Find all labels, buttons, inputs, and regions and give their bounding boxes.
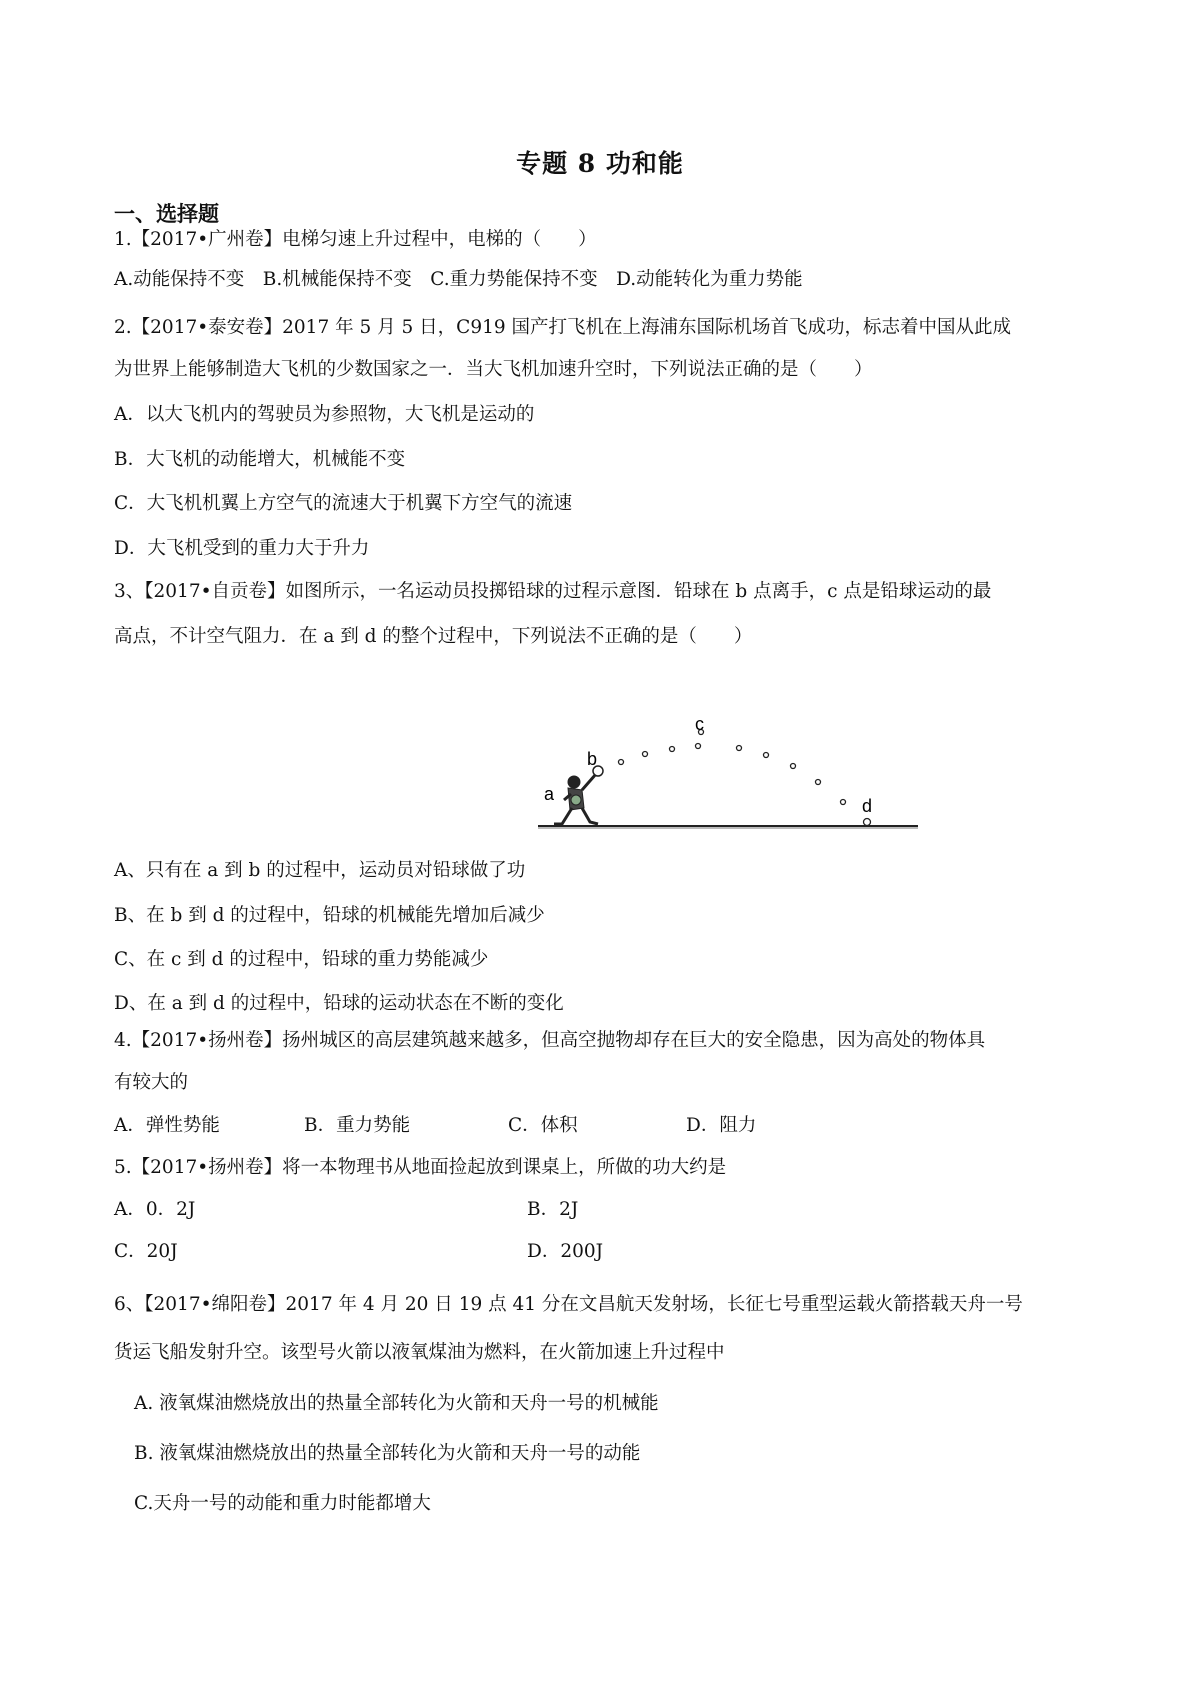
ball-at-d xyxy=(864,819,871,826)
page-title: 专题 8 功和能 xyxy=(516,149,684,178)
label-b: b xyxy=(587,749,598,769)
trajectory-dots xyxy=(619,744,846,805)
section-heading: 一、选择题 xyxy=(114,201,219,226)
q1-options: A.动能保持不变 B.机械能保持不变 C.重力势能保持不变 D.动能转化为重力势能 xyxy=(114,269,803,290)
q5-option-d: D．200J xyxy=(527,1241,604,1262)
q4-stem-line1: 4.【2017•扬州卷】扬州城区的高层建筑越来越多，但高空抛物却存在巨大的安全隐患，因为高处的物体具 xyxy=(114,1030,986,1051)
q2-stem-line2: 为世界上能够制造大飞机的少数国家之一．当大飞机加速升空时，下列说法正确的是（ ） xyxy=(114,359,873,380)
q6-stem-line1: 6、【2017•绵阳卷】2017 年 4 月 20 日 19 点 41 分在文昌航天发射场，长征七号重型运载火箭搭载天舟一号 xyxy=(114,1294,1023,1315)
q3-option-c: C、在 c 到 d 的过程中，铅球的重力势能减少 xyxy=(114,949,489,970)
q2-option-c: C．大飞机机翼上方空气的流速大于机翼下方空气的流速 xyxy=(114,493,573,514)
q2-option-d: D．大飞机受到的重力大于升力 xyxy=(114,538,370,559)
q5-option-a: A．0．2J xyxy=(114,1199,196,1220)
shot-put-trajectory-figure xyxy=(538,718,918,840)
q3-option-d: D、在 a 到 d 的过程中，铅球的运动状态在不断的变化 xyxy=(114,993,564,1014)
q6-stem-line2: 货运飞船发射升空。该型号火箭以液氧煤油为燃料，在火箭加速上升过程中 xyxy=(114,1342,725,1363)
q6-option-c: C.天舟一号的动能和重力时能都增大 xyxy=(134,1493,431,1514)
athlete-figure xyxy=(554,774,598,824)
q3-stem-line2: 高点，不计空气阻力．在 a 到 d 的整个过程中，下列说法不正确的是（ ） xyxy=(114,626,753,647)
label-a: a xyxy=(544,784,555,804)
q5-stem: 5.【2017•扬州卷】将一本物理书从地面捡起放到课桌上，所做的功大约是 xyxy=(114,1157,727,1178)
q6-option-b: B. 液氧煤油燃烧放出的热量全部转化为火箭和天舟一号的动能 xyxy=(134,1443,641,1464)
q5-option-b: B．2J xyxy=(527,1199,579,1220)
label-c: c xyxy=(695,718,704,734)
q2-option-b: B．大飞机的动能增大，机械能不变 xyxy=(114,449,406,470)
q4-option-c: C．体积 xyxy=(508,1115,578,1136)
q2-stem-line1: 2.【2017•泰安卷】2017 年 5 月 5 日，C919 国产打飞机在上海浦东国际机场首飞成功，标志着中国从此成 xyxy=(114,317,1012,338)
q3-stem-line1: 3、【2017•自贡卷】如图所示，一名运动员投掷铅球的过程示意图．铅球在 b 点离手，c 点是铅球运动的最 xyxy=(114,581,992,602)
q5-option-c: C．20J xyxy=(114,1241,178,1262)
q2-option-a: A．以大飞机内的驾驶员为参照物，大飞机是运动的 xyxy=(114,404,535,425)
q4-option-a: A．弹性势能 xyxy=(114,1115,220,1136)
label-d: d xyxy=(862,796,873,816)
q4-stem-line2: 有较大的 xyxy=(114,1072,189,1093)
q4-option-d: D．阻力 xyxy=(686,1115,757,1136)
q1-stem: 1.【2017•广州卷】电梯匀速上升过程中，电梯的（ ） xyxy=(114,229,597,250)
q3-option-b: B、在 b 到 d 的过程中，铅球的机械能先增加后减少 xyxy=(114,905,545,926)
q3-option-a: A、只有在 a 到 b 的过程中，运动员对铅球做了功 xyxy=(114,860,526,881)
q4-option-b: B．重力势能 xyxy=(304,1115,411,1136)
q6-option-a: A. 液氧煤油燃烧放出的热量全部转化为火箭和天舟一号的机械能 xyxy=(134,1393,659,1414)
